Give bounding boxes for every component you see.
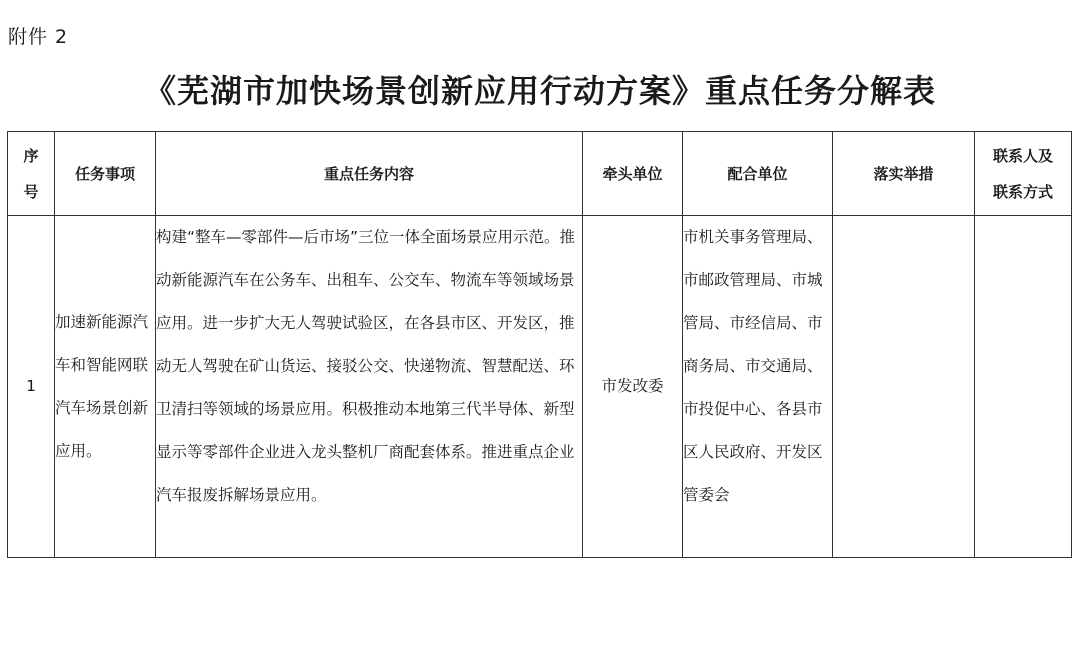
task-breakdown-table — [7, 131, 1072, 558]
header-task: 任务事项 — [55, 132, 156, 216]
row-content: 构建“整车—零部件—后市场”三位一体全面场景应用示范。推动新能源汽车在公务车、出租车、公交车、物流车等领域场景应用。进一步扩大无人驾驶试验区，在各县市区、开发区，推动无人驾驶在矿山货运、接驳公交、快递物流、智慧配送、环卫清扫等领域的场景应用。积极推动本地第三代半导体、新型显示等零部件企业进入龙头整机厂商配套体系。推进重点企业汽车报废拆解场景应用。 — [156, 216, 583, 558]
table-row — [8, 216, 1072, 558]
row-cooperating-units: 市机关事务管理局、市邮政管理局、市城管局、市经信局、市商务局、市交通局、市投促中心、各县市区人民政府、开发区管委会 — [683, 216, 833, 558]
document-title: 《芜湖市加快场景创新应用行动方案》重点任务分解表 — [143, 72, 936, 110]
attachment-label: 附件 2 — [8, 26, 69, 48]
row-task: 加速新能源汽车和智能网联汽车场景创新应用。 — [55, 216, 156, 558]
header-lead-unit: 牵头单位 — [583, 132, 683, 216]
row-lead-unit: 市发改委 — [583, 216, 683, 558]
header-cooperating-units: 配合单位 — [683, 132, 833, 216]
header-number: 序号 — [8, 132, 55, 216]
header-content: 重点任务内容 — [156, 132, 583, 216]
row-contact — [975, 216, 1072, 558]
table-header-row — [8, 132, 1072, 216]
row-number: 1 — [8, 216, 55, 558]
header-measures: 落实举措 — [833, 132, 975, 216]
row-measures — [833, 216, 975, 558]
header-contact: 联系人及联系方式 — [975, 132, 1072, 216]
